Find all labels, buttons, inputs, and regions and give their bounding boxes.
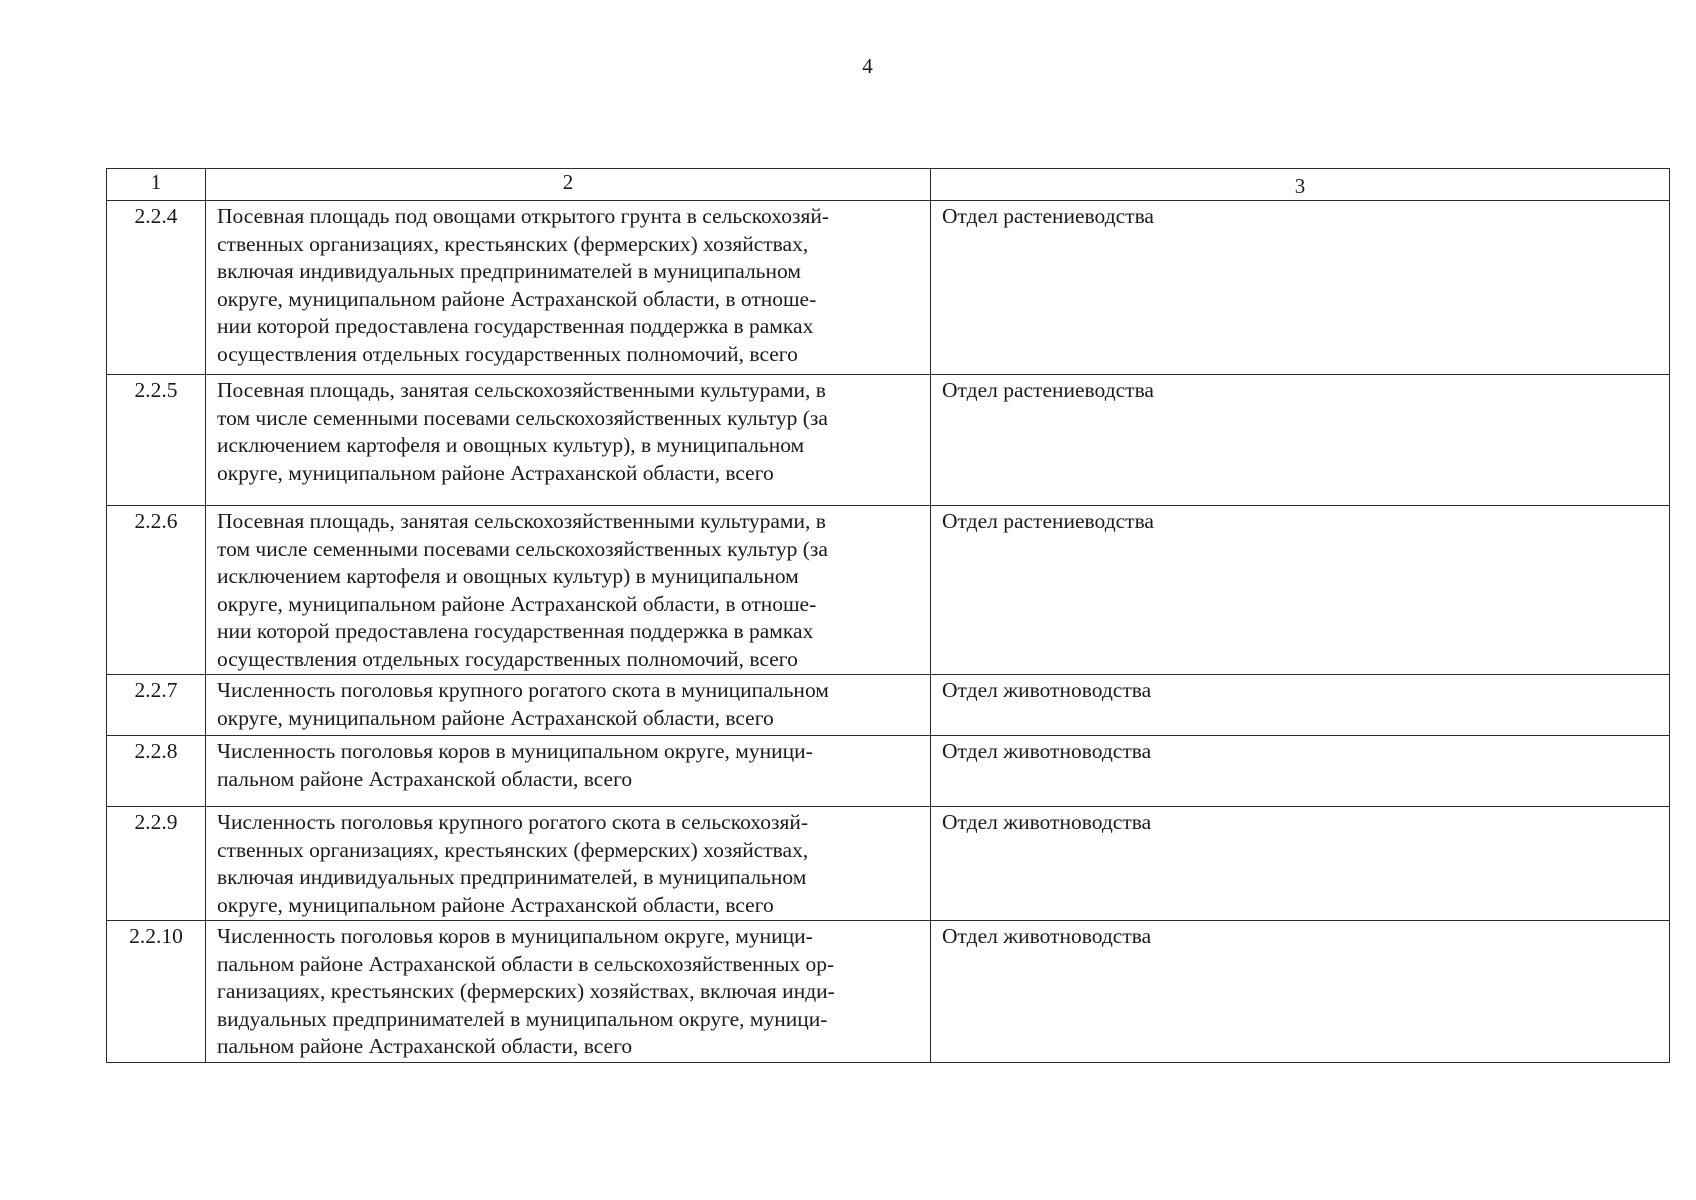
description-line: Посевная площадь, занятая сельскохозяйственными культурами, в: [217, 378, 826, 402]
column-header-2: 2: [206, 169, 931, 201]
description-line: пальном районе Астраханской области в сельскохозяйственных ор-: [217, 951, 835, 976]
row-number: 2.2.8: [107, 736, 206, 807]
row-description: [206, 201, 931, 375]
table-row: [107, 921, 1670, 1063]
table-row: [107, 506, 1670, 675]
row-number: 2.2.6: [107, 506, 206, 675]
table-row: [107, 675, 1670, 736]
description-line: Численность поголовья коров в муниципальном округе, муници-: [217, 924, 813, 948]
description-line: исключением картофеля и овощных культур) в муниципальном: [217, 564, 799, 588]
description-line: округе, муниципальном районе Астраханской области, в отноше-: [217, 591, 817, 616]
table-header-row: [107, 169, 1670, 201]
description-line: осуществления отдельных государственных полномочий, всего: [217, 341, 798, 366]
row-description: [206, 736, 931, 807]
description-line: включая индивидуальных предпринимателей, в муниципальном: [217, 865, 807, 889]
description-line: том числе семенными посевами сельскохозяйственных культур (за: [217, 536, 828, 561]
description-line: Посевная площадь, занятая сельскохозяйственными культурами, в: [217, 509, 826, 533]
row-number: 2.2.7: [107, 675, 206, 736]
row-responsible: Отдел растениеводства: [931, 506, 1670, 675]
row-number: 2.2.9: [107, 807, 206, 921]
description-line: пальном районе Астраханской области, всего: [217, 1034, 633, 1058]
description-line: видуальных предпринимателей в муниципальном округе, муници-: [217, 1006, 828, 1031]
table-row: [107, 201, 1670, 375]
description-line: округе, муниципальном районе Астраханской области, всего: [217, 892, 774, 917]
description-line: округе, муниципальном районе Астраханской области, всего: [217, 460, 774, 485]
row-description: [206, 506, 931, 675]
row-description: [206, 375, 931, 506]
table-row: [107, 736, 1670, 807]
table-row: [107, 807, 1670, 921]
row-number: 2.2.5: [107, 375, 206, 506]
description-line: ганизациях, крестьянских (фермерских) хозяйствах, включая инди-: [217, 979, 835, 1003]
row-description: [206, 675, 931, 736]
row-number: 2.2.10: [107, 921, 206, 1063]
column-header-1: 1: [107, 169, 206, 201]
description-line: Численность поголовья крупного рогатого скота в муниципальном: [217, 678, 829, 702]
description-line: округе, муниципальном районе Астраханской области, всего: [217, 705, 774, 730]
description-line: осуществления отдельных государственных полномочий, всего: [217, 646, 798, 671]
description-line: нии которой предоставлена государственная поддержка в рамках: [217, 314, 814, 338]
page-number: 4: [862, 54, 873, 78]
row-responsible: Отдел животноводства: [931, 921, 1670, 1063]
description-line: исключением картофеля и овощных культур), в муниципальном: [217, 433, 805, 457]
row-responsible: Отдел животноводства: [931, 675, 1670, 736]
description-line: пальном районе Астраханской области, всего: [217, 766, 633, 791]
row-responsible: Отдел растениеводства: [931, 201, 1670, 375]
description-line: том числе семенными посевами сельскохозяйственных культур (за: [217, 405, 828, 430]
description-line: ственных организациях, крестьянских (фермерских) хозяйствах,: [217, 837, 809, 862]
indicator-table: [106, 168, 1670, 1063]
row-number: 2.2.4: [107, 201, 206, 375]
row-responsible: Отдел растениеводства: [931, 375, 1670, 506]
description-line: округе, муниципальном районе Астраханской области, в отноше-: [217, 286, 817, 311]
description-line: ственных организациях, крестьянских (фермерских) хозяйствах,: [217, 231, 809, 256]
row-description: [206, 807, 931, 921]
column-header-3: 3: [931, 169, 1670, 201]
row-responsible: Отдел животноводства: [931, 736, 1670, 807]
row-responsible: Отдел животноводства: [931, 807, 1670, 921]
description-line: нии которой предоставлена государственная поддержка в рамках: [217, 619, 814, 643]
description-line: Численность поголовья крупного рогатого скота в сельскохозяй-: [217, 810, 809, 834]
row-description: [206, 921, 931, 1063]
table-row: [107, 375, 1670, 506]
description-line: Численность поголовья коров в муниципальном округе, муници-: [217, 739, 813, 763]
description-line: включая индивидуальных предпринимателей в муниципальном: [217, 259, 801, 283]
description-line: Посевная площадь под овощами открытого грунта в сельскохозяй-: [217, 204, 830, 228]
